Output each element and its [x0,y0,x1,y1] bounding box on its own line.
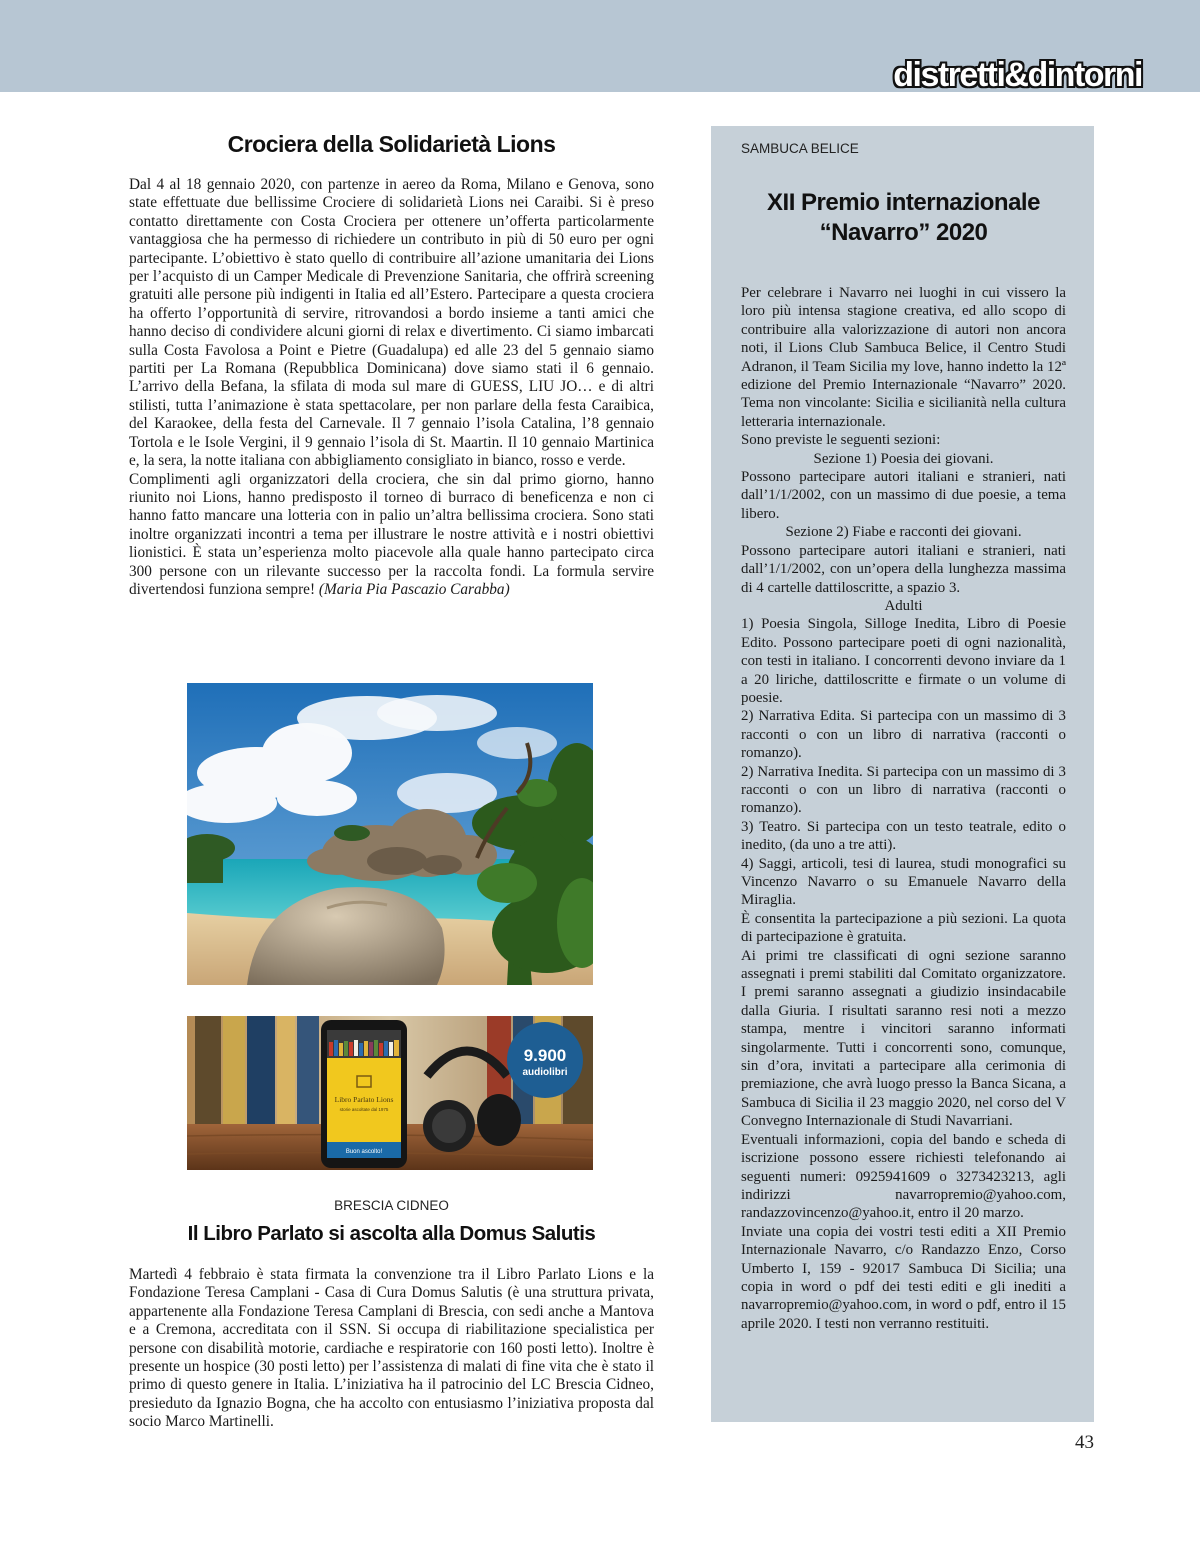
beach-photo [187,683,593,985]
sidebar-paragraph: 3) Teatro. Si partecipa con un testo teatrale, edito o inedito, (da uno a tre atti). [741,818,1066,854]
phone-button-label: Buon ascolto! [345,1149,383,1155]
sidebar-paragraph: 2) Narrativa Inedita. Si partecipa con un massimo di 3 racconti o con un libro di narrativa (racconti o romanzo). [741,763,1066,817]
sidebar-kicker: SAMBUCA BELICE [741,141,859,156]
phone-subtitle: storie ascoltate dal 1975 [339,1107,389,1112]
article-body [129,176,654,599]
phone-title: Libro Parlato Lions [334,1095,394,1104]
sidebar-paragraph: Per celebrare i Navarro nei luoghi in cui vissero la loro più intensa stagione creativa, ed allo scopo di contribuire alla valorizzazione di autori non ancora noti, il Lions Club Sambuca Belice, il Centro Studi Adranon, il Team Sicilia my love, hanno indetto la 12ª edizione del Premio Internazionale “Navarro” 2020. Tema non vincolante: Sicilia e sicilianità nella cultura letteraria internazionale. [741,285,1066,430]
section-tag: distretti&dintorni [893,56,1142,94]
article-title: Crociera della Solidarietà Lions [227,131,556,157]
audiobook-photo [187,1016,593,1170]
sidebar-content [741,126,1066,1333]
page-number: 43 [1075,1432,1094,1453]
sidebar-paragraph: Sono previste le seguenti sezioni: [741,432,941,449]
article-crociera [129,125,654,599]
badge-number: 9.900 [523,1046,567,1065]
article2-paragraph: Martedì 4 febbraio è stata firmata la convenzione tra il Libro Parlato Lions e la Fondazione Teresa Camplani - Casa di Cura Domus Salutis (è una struttura privata, appartenente alla Fondazione Teresa Camplani di Brescia, con sedi anche a Mantova e a Cremona, accreditata con il SSN. Si occupa di riabilitazione specialistica per persone con disabilità motorie, cardiache e respiratorie con 160 posti letto). Inoltre è presente un hospice (30 posti letto) per l’assistenza di malati di fine vita che è stato il primo di questo genere in Italia. L’iniziativa ha il patrocinio del LC Brescia Cidneo, presieduto da Ignazio Bogna, che ha accolto con entusiasmo l’iniziativa proposta dal socio Marco Martinelli. [129,1266,654,1431]
article2-body [129,1266,654,1432]
sidebar-premio-navarro [711,126,1094,1422]
sidebar-paragraph: Possono partecipare autori italiani e stranieri, nati dall’1/1/2002, con un massimo di due poesie, a tema libero. [741,469,1066,522]
article2-kicker: BRESCIA CIDNEO [334,1198,449,1213]
article-paragraph: Dal 4 al 18 gennaio 2020, con partenze in aereo da Roma, Milano e Genova, sono state effettuate due bellissime Crociere di solidarietà Lions nei Caraibi. Si è preso contatto direttamente con Costa Crociera per ottenere un’offerta particolarmente vantaggiosa che ha permesso di richiedere un contributo in più di 50 euro per ogni partecipante. L’obiettivo è stato quello di contribuire all’azione umanitaria dei Lions per l’acquisto di un Camper Medicale di Prevenzione Sanitaria, che offrirà screening gratuiti alle persone più indigenti in Italia ed all’Estero. Partecipare a questa crociera ha offerto l’opportunità di servire, ritrovandosi a bordo insieme a tanti amici che hanno deciso di condividere alcuni giorni di relax e divertimento. Ci siamo imbarcati sulla Costa Favolosa a Point e Pietre (Guadalupa) ed alle 23 del 5 gennaio siamo partiti per La Romana (Repubblica Dominicana) dove siamo stati il 6 gennaio. L’arrivo della Befana, la sfilata di moda sul mare di GUESS, LIU JO… e di altri stilisti, tutta l’animazione è stata spettacolare, per non parlare della festa Caraibica, del Karaokee, della festa del Carnevale. Il 7 gennaio l’isola Catalina, l’8 gennaio Tortola e le Isole Vergini, il 9 gennaio l’isola di St. Maartin. Il 10 gennaio Martinica e, la sera, la notte italiana con abbigliamento consigliato in bianco, rosso e verde. [129,176,654,470]
article-paragraph [129,471,654,600]
sidebar-paragraph: 1) Poesia Singola, Silloge Inedita, Libro di Poesie Edito. Possono partecipare poeti di ogni nazionalità, con testi in italiano. I concorrenti devono inviare da 1 a 20 liriche, dattiloscritte e firmate o un volume di poesie. [741,616,1066,706]
article-author: (Maria Pia Pascazio Carabba) [318,580,510,598]
sidebar-body [741,284,1066,1333]
sidebar-paragraph: È consentita la partecipazione a più sezioni. La quota di partecipazione è gratuita. [741,910,1066,946]
audiobook-badge [507,1022,583,1098]
sidebar-title-line2: “Navarro” 2020 [819,219,988,246]
badge-label: audiolibri [522,1067,568,1078]
article-paragraph-text: Complimenti agli organizzatori della crociera, che sin dal primo giorno, hanno riunito noi Lions, hanno predisposto il torneo di burraco di beneficenza e non ci hanno fatto mancare una lotteria con in palio un’altra bellissima crociera. Sono stati inoltre organizzati incontri a tema per illustrare le nostre attività e i nostri obiettivi lionistici. È stata un’esperienza molto piacevole alla quale hanno partecipato circa 300 persone con un rilevante successo per la raccolta fondi. La formula servire divertendosi funziona sempre! [129,470,654,598]
sidebar-paragraph: Adulti [884,597,923,614]
sidebar-title [741,188,1066,248]
sidebar-paragraph: 4) Saggi, articoli, tesi di laurea, studi monografici su Vincenzo Navarro o su Emanuele Navarro della Miraglia. [741,855,1066,909]
smartphone-icon [321,1020,407,1168]
sidebar-paragraph: Inviate una copia dei vostri testi editi a XII Premio Internazionale Navarro, c/o Randazzo Enzo, Corso Umberto I, 159 - 92017 Sambuca Di Sicilia; una copia in word o pdf dei testi editi e gli inediti a navarropremio@yahoo.com, in word o pdf, entro il 15 aprile 2020. I testi non verranno restituiti. [741,1223,1066,1332]
sidebar-paragraph: Sezione 2) Fiabe e racconti dei giovani. [785,524,1022,541]
sidebar-paragraph: Eventuali informazioni, copia del bando e scheda di iscrizione possono essere richiesti telefonando ai seguenti numeri: 0925941609 o 3273423213, agli indirizzi navarropremio@yahoo.com, randazzovincenzo@yahoo.it, entro il 20 marzo. [741,1131,1066,1222]
article2-title: Il Libro Parlato si ascolta alla Domus Salutis [187,1222,596,1245]
sidebar-paragraph: Sezione 1) Poesia dei giovani. [813,450,994,467]
sidebar-paragraph: Ai primi tre classificati di ogni sezione saranno assegnati i premi stabiliti dal Comitato organizzatore. I premi saranno assegnati a giudizio insindacabile dalla Giuria. I risultati saranno resi noti a mezzo stampa, mentre i vincitori saranno informati singolarmente. Tutti i concorrenti sono, comunque, sin d’ora, invitati a partecipare alla cerimonia di premiazione, che avrà luogo presso la Banca Sicana, a Sambuca di Sicilia il 23 maggio 2020, nel corso del V Convegno Internazionale di Studi Navarriani. [741,947,1066,1130]
sidebar-paragraph: 2) Narrativa Edita. Si partecipa con un massimo di 3 racconti o con un libro di narrativa (racconti o romanzo). [741,708,1066,762]
sidebar-paragraph: Possono partecipare autori italiani e stranieri, nati dall’1/1/2002, con un’opera della lunghezza massima di 4 cartelle dattiloscritte, a spazio 3. [741,542,1066,596]
sidebar-title-line1: XII Premio internazionale [767,189,1040,216]
